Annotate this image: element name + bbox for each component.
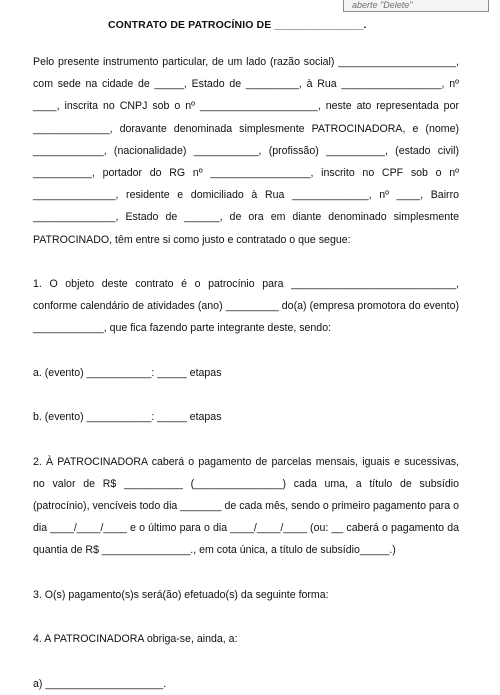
clause-3-paragraph: 3. O(s) pagamento(s)s será(ão) efetuado(s) da seguinte forma:	[33, 588, 329, 601]
delete-tooltip: aberte "Delete"	[343, 0, 489, 12]
preamble-paragraph: Pelo presente instrumento particular, de um lado (razão social) ____________________, com sede na cidade de _____, Estado de _________, à Rua _________________, nº ____, inscrita no CNPJ sob o nº ____________________, neste ato representada por _____________, doravante denominada simplesmente PATROCINADORA, e (nome) ____________, (nacionalidade) ___________, (profissão) __________, (estado civil) __________, portador do RG nº _________________, inscrito no CPF sob o nº ______________, residente e domiciliado à Rua _____________, nº ____, Bairro ______________, Estado de ______, de ora em diante denominado simplesmente PATROCINADO, têm entre si como justo e contratado o que segue:	[33, 56, 459, 246]
event-item-a: a. (evento) ___________: _____ etapas	[33, 366, 222, 379]
obligation-item-a: a) ____________________.	[33, 677, 167, 690]
event-item-b: b. (evento) ___________: _____ etapas	[33, 411, 222, 424]
clause-1-paragraph: 1. O objeto deste contrato é o patrocínio para ____________________________, conforme calendário de atividades (ano) _________ do(a) (empresa promotora do evento) ____________, que fica fazendo parte integrante deste, sendo:	[33, 278, 459, 335]
clause-4-paragraph: 4. A PATROCINADORA obriga-se, ainda, a:	[33, 633, 238, 646]
clause-2-paragraph: 2. À PATROCINADORA caberá o pagamento de parcelas mensais, iguais e sucessivas, no valor de R$ __________ (_______________) cada uma, a título de subsídio (patrocínio), vencíveis todo dia _______ de cada mês, sendo o primeiro pagamento para o dia ____/____/____ e o último para o dia ____/____/____ (ou: __ caberá o pagamento da quantia de R$ _______________., em cota única, a título de subsídio_____.)	[33, 455, 459, 557]
document-title: CONTRATO DE PATROCÍNIO DE _______________.	[108, 19, 367, 31]
document-body	[33, 51, 459, 695]
